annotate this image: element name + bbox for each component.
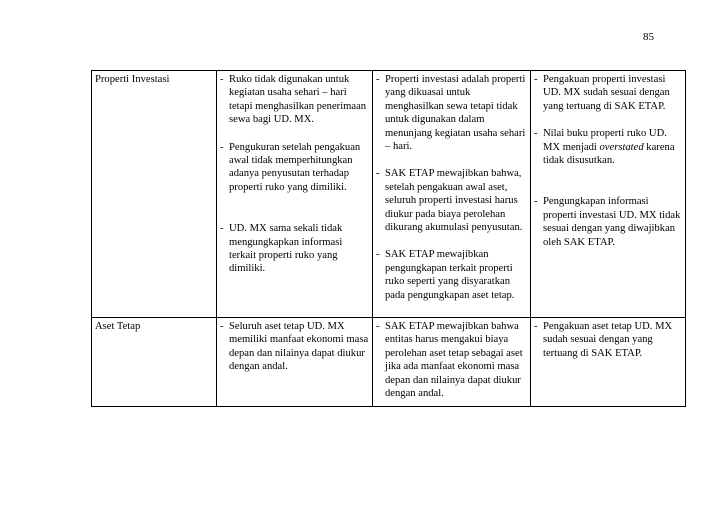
- list-item: [220, 73, 369, 127]
- table-row-properti-investasi: [92, 71, 686, 318]
- condition-cell: [217, 318, 373, 407]
- conclusion-cell: [531, 318, 686, 407]
- list-item: [534, 320, 682, 360]
- bullet-dash: -: [220, 141, 224, 153]
- conclusion-cell: [531, 71, 686, 318]
- category-cell: [92, 71, 217, 318]
- item-text: SAK ETAP mewajibkan bahwa entitas harus mengakui biaya perolehan aset tetap sebagai aset jika ada manfaat ekonomi masa depan dan nilainya dapat diukur dengan andal.: [385, 321, 523, 400]
- condition-cell: [217, 71, 373, 318]
- item-text: SAK ETAP mewajibkan pengungkapan terkait properti ruko seperti yang disyaratkan pada pengungkapan aset tetap.: [385, 249, 515, 301]
- bullet-dash: -: [534, 74, 538, 85]
- bullet-dash: -: [220, 223, 224, 235]
- item-text: Pengakuan properti investasi UD. MX sudah sesuai dengan yang tertuang di SAK ETAP.: [543, 74, 670, 112]
- comparison-table: [91, 70, 686, 407]
- list-item: [534, 195, 682, 249]
- item-text: [543, 127, 682, 167]
- category-cell: [92, 318, 217, 407]
- bullet-dash: -: [534, 128, 538, 140]
- list-item: [220, 320, 369, 374]
- bullet-dash: -: [220, 321, 224, 332]
- list-item: [220, 222, 369, 276]
- item-text: Pengakuan aset tetap UD. MX sudah sesuai dengan yang tertuang di SAK ETAP.: [543, 321, 673, 359]
- item-text: Seluruh aset tetap UD. MX memiliki manfaat ekonomi masa depan dan nilainya dapat diukur dengan andal.: [229, 321, 369, 373]
- list-item: [376, 320, 527, 400]
- bullet-dash: -: [220, 74, 224, 85]
- item-text-part: Nilai buku properti ruko UD. MX menjadi: [543, 128, 667, 153]
- item-text: SAK ETAP mewajibkan bahwa, setelah pengakuan awal aset, seluruh properti investasi harus diukur pada biaya perolehan dikurang akumulasi penyusutan.: [385, 168, 523, 234]
- table-row-aset-tetap: [92, 318, 686, 407]
- bullet-dash: -: [376, 168, 380, 180]
- list-item: [376, 167, 527, 234]
- list-item: [534, 127, 682, 167]
- bullet-dash: -: [376, 321, 380, 332]
- list-item: [376, 73, 527, 153]
- bullet-dash: -: [376, 249, 380, 261]
- item-text: Pengungkapan informasi properti investasi UD. MX tidak sesuai dengan yang diwajibkan oleh SAK ETAP.: [543, 196, 681, 248]
- criteria-cell: [373, 71, 531, 318]
- item-text: Pengukuran setelah pengakuan awal tidak memperhitungkan adanya penyusutan terhadap properti ruko yang dimiliki.: [229, 141, 361, 193]
- bullet-dash: -: [376, 74, 380, 85]
- item-text: Ruko tidak digunakan untuk kegiatan usaha sehari – hari tetapi menghasilkan penerimaan sewa bagi UD. MX.: [229, 74, 367, 126]
- category-label: Properti Investasi: [95, 74, 170, 85]
- item-text: UD. MX sama sekali tidak mengungkapkan informasi terkait properti ruko yang dimiliki.: [229, 223, 343, 275]
- page-number: 85: [643, 31, 654, 43]
- bullet-dash: -: [534, 196, 538, 208]
- list-item: [534, 73, 682, 113]
- item-text: Properti investasi adalah properti yang dikuasai untuk menghasilkan sewa tetapi tidak untuk digunakan dalam menunjang kegiatan usaha sehari – hari.: [385, 74, 526, 153]
- bullet-dash: -: [534, 321, 538, 332]
- criteria-cell: [373, 318, 531, 407]
- emphasis-text: overstated: [599, 141, 644, 153]
- list-item: [220, 141, 369, 195]
- list-item: [376, 248, 527, 302]
- category-label: Aset Tetap: [95, 321, 141, 332]
- item-text-part: karena tidak disusutkan.: [543, 141, 675, 167]
